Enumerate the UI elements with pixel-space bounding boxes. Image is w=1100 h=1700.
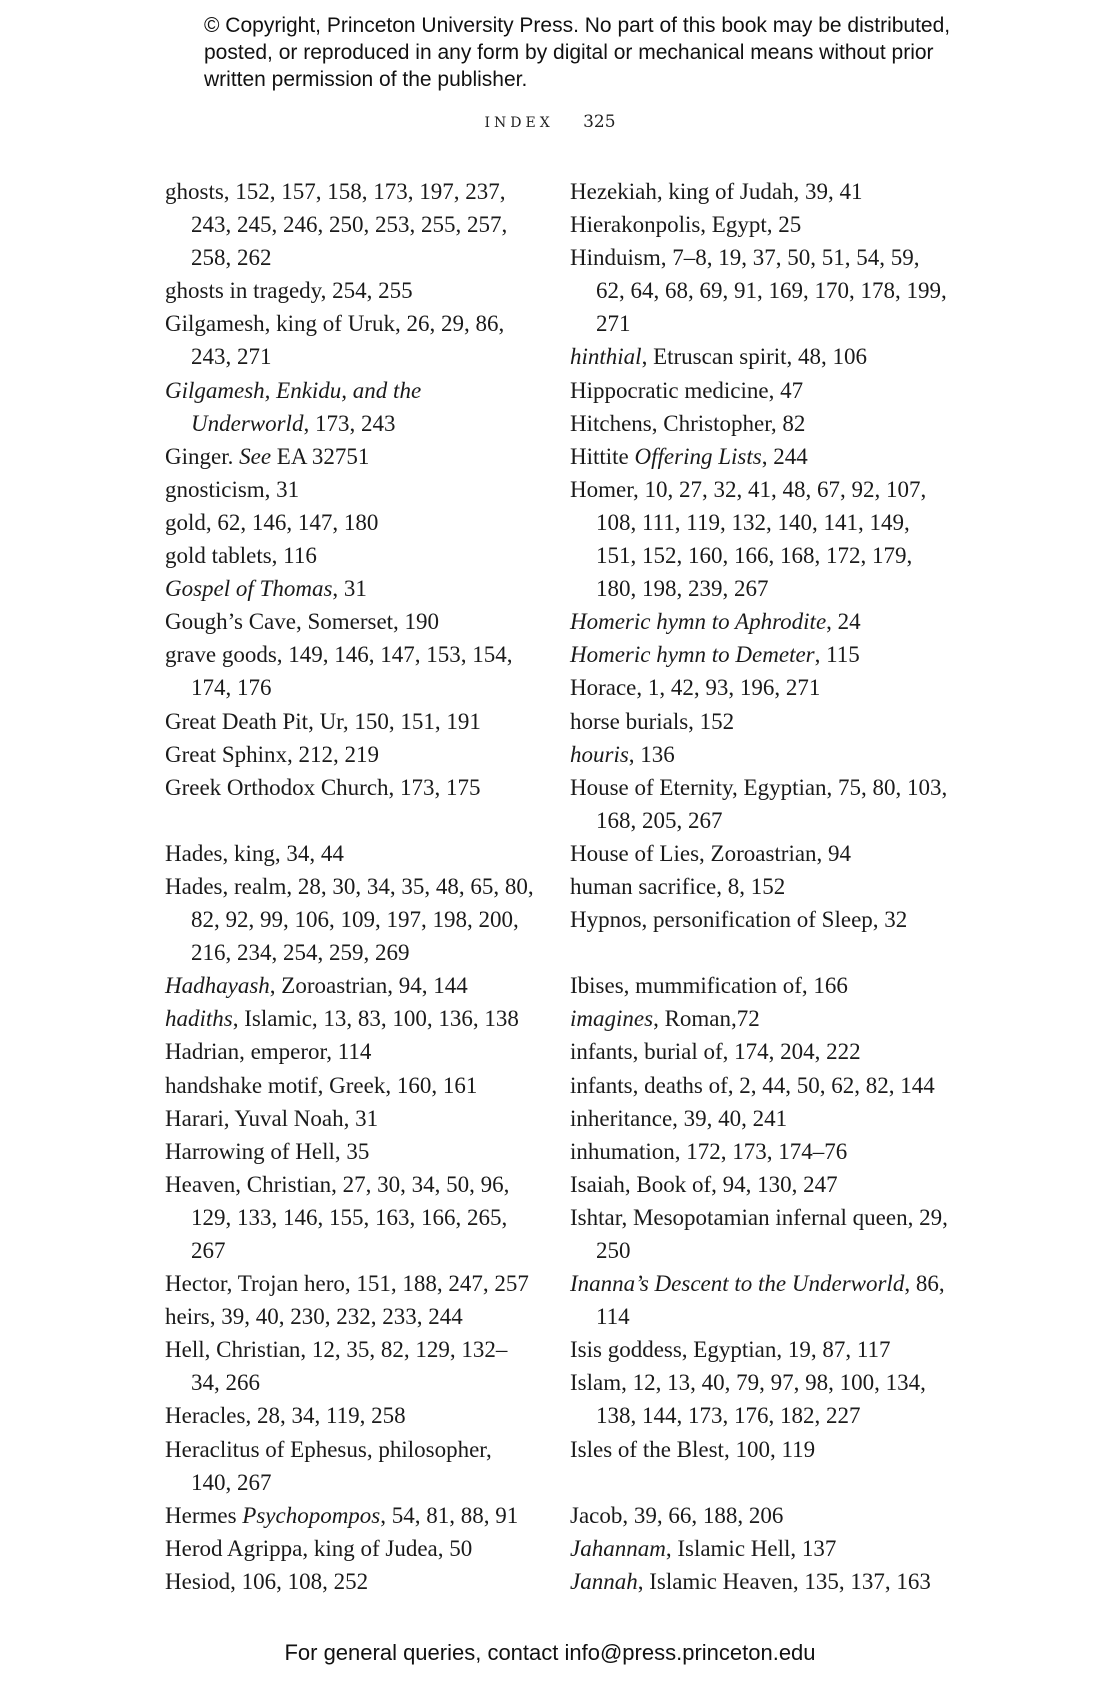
index-entry xyxy=(570,1102,950,1135)
index-entry xyxy=(165,705,535,738)
index-entry xyxy=(165,1499,535,1532)
index-entry xyxy=(570,1035,950,1068)
index-entry-ital: Gilgamesh, Enkidu, and the Underworld xyxy=(165,377,422,436)
index-entry xyxy=(165,1300,535,1333)
index-entry-rest: Heracles, 28, 34, 119, 258 xyxy=(165,1403,406,1429)
index-entry-rest: infants, burial of, 174, 204, 222 xyxy=(570,1039,861,1065)
index-entry xyxy=(165,440,535,473)
page-number: 325 xyxy=(583,112,616,132)
index-entry-rest: gold tablets, 116 xyxy=(165,543,317,569)
index-entry-ital: Jahannam xyxy=(570,1535,666,1561)
index-entry xyxy=(570,705,950,738)
index-entry-rest: Hinduism, 7–8, 19, 37, 50, 51, 54, 59, 62, 64, 68, 69, 91, 169, 170, 178, 199, 271 xyxy=(570,245,947,337)
index-entry-ital: Offering Lists xyxy=(634,443,762,469)
index-entry xyxy=(570,771,950,837)
index-entry-ital: See xyxy=(239,443,272,469)
index-entry-rest: , 24 xyxy=(826,609,861,635)
index-entry-rest: heirs, 39, 40, 230, 232, 233, 244 xyxy=(165,1304,463,1330)
index-entry-rest: Harari, Yuval Noah, 31 xyxy=(165,1105,379,1131)
index-entry-rest: Hierakonpolis, Egypt, 25 xyxy=(570,212,802,238)
index-entry-rest: Hezekiah, king of Judah, 39, 41 xyxy=(570,179,863,204)
index-entry xyxy=(570,407,950,440)
index-entry xyxy=(165,771,535,804)
index-entry-rest: Hadrian, emperor, 114 xyxy=(165,1039,372,1065)
index-entry-rest: infants, deaths of, 2, 44, 50, 62, 82, 144 xyxy=(570,1072,935,1098)
index-entry xyxy=(570,1267,950,1333)
index-entry xyxy=(570,638,950,671)
index-entry xyxy=(165,1168,535,1267)
index-entry-rest: , 173, 243 xyxy=(303,410,396,436)
index-entry xyxy=(165,473,535,506)
index-entry-rest: gold, 62, 146, 147, 180 xyxy=(165,509,379,535)
index-entry-ital: Hadhayash xyxy=(165,973,270,999)
index-entry-ital: Inanna’s Descent to the Underworld xyxy=(570,1271,905,1297)
index-entry xyxy=(570,1168,950,1201)
index-entry xyxy=(165,837,535,870)
index-entry-rest: Hitchens, Christopher, 82 xyxy=(570,410,806,436)
index-entry-rest: Homer, 10, 27, 32, 41, 48, 67, 92, 107, 108, 111, 119, 132, 140, 141, 149, 151, 152, 160, 166, 168, 172, 179, 180, 198, 239, 267 xyxy=(570,476,927,602)
index-entry xyxy=(165,738,535,771)
index-entry-rest: Isles of the Blest, 100, 119 xyxy=(570,1436,816,1462)
index-entry-rest: Ishtar, Mesopotamian infernal queen, 29, 250 xyxy=(570,1204,948,1263)
index-entry xyxy=(570,1565,950,1598)
index-entry-rest: , Roman,72 xyxy=(653,1006,760,1032)
index-entry-ital: hinthial xyxy=(570,344,642,370)
index-entry xyxy=(165,374,535,440)
index-entry xyxy=(165,1135,535,1168)
index-entry xyxy=(165,1532,535,1565)
index-entry xyxy=(570,969,950,1002)
index-column-left xyxy=(165,175,535,1598)
index-entry xyxy=(570,241,950,340)
index-entry-rest: , 115 xyxy=(814,642,860,668)
index-entry xyxy=(165,1002,535,1035)
letter-group-gap xyxy=(165,804,535,837)
index-entry-rest: Heraclitus of Ephesus, philosopher, 140, 267 xyxy=(165,1436,492,1495)
index-entry-rest: Hell, Christian, 12, 35, 82, 129, 132–34, 266 xyxy=(165,1337,508,1396)
index-entry-rest: ghosts, 152, 157, 158, 173, 197, 237, 243, 245, 246, 250, 253, 255, 257, 258, 262 xyxy=(165,179,508,271)
index-entry-ital: houris xyxy=(570,741,629,767)
index-entry-rest: Greek Orthodox Church, 173, 175 xyxy=(165,774,481,800)
index-entry-rest: Great Death Pit, Ur, 150, 151, 191 xyxy=(165,708,481,734)
index-entry-rest: Gilgamesh, king of Uruk, 26, 29, 86, 243, 271 xyxy=(165,311,505,370)
index-entry xyxy=(165,175,535,274)
index-entry xyxy=(570,738,950,771)
index-entry-rest: Hades, king, 34, 44 xyxy=(165,840,344,866)
index-entry xyxy=(570,1333,950,1366)
index-entry xyxy=(165,572,535,605)
index-entry-ital: Homeric hymn to Demeter xyxy=(570,642,815,668)
index-entry xyxy=(570,671,950,704)
index-entry xyxy=(165,1035,535,1068)
index-entry xyxy=(165,274,535,307)
index-entry-rest: inhumation, 172, 173, 174–76 xyxy=(570,1138,848,1164)
index-entry-rest: , 54, 81, 88, 91 xyxy=(380,1502,519,1528)
index-entry-rest: Ibises, mummification of, 166 xyxy=(570,973,848,999)
index-entry xyxy=(165,506,535,539)
index-entry-rest: , Islamic, 13, 83, 100, 136, 138 xyxy=(232,1006,519,1032)
index-entry-ital: Jannah xyxy=(570,1568,638,1594)
index-entry-rest: Hades, realm, 28, 30, 34, 35, 48, 65, 80, 82, 92, 99, 106, 109, 197, 198, 200, 216, 234, 254, 259, 269 xyxy=(165,873,534,966)
letter-group-gap xyxy=(570,936,950,969)
index-entry-rest: Horace, 1, 42, 93, 196, 271 xyxy=(570,675,821,701)
index-entry xyxy=(570,1201,950,1267)
index-entry-rest: Hypnos, personification of Sleep, 32 xyxy=(570,907,908,933)
index-entry xyxy=(570,175,950,208)
index-entry-head: Hittite xyxy=(570,443,635,469)
index-entry-rest: EA 32751 xyxy=(271,443,370,469)
index-entry xyxy=(570,1433,950,1466)
index-entry xyxy=(165,1069,535,1102)
index-entry-rest: , Islamic Hell, 137 xyxy=(665,1535,837,1561)
index-entry xyxy=(165,1333,535,1399)
index-entry-ital: Homeric hymn to Aphrodite xyxy=(570,609,827,635)
index-entry-ital: Psychopompos xyxy=(242,1502,381,1528)
index-entry-rest: Islam, 12, 13, 40, 79, 97, 98, 100, 134, 138, 144, 173, 176, 182, 227 xyxy=(570,1370,926,1429)
index-entry xyxy=(570,208,950,241)
index-entry xyxy=(165,870,535,969)
index-entry-rest: Hippocratic medicine, 47 xyxy=(570,377,804,403)
index-entry-ital: imagines xyxy=(570,1006,654,1032)
index-entry-rest: , 31 xyxy=(332,576,367,602)
index-entry-rest: , 136 xyxy=(628,741,675,767)
letter-group-gap xyxy=(570,1466,950,1499)
index-entry xyxy=(570,1499,950,1532)
index-entry xyxy=(165,1102,535,1135)
index-entry-head: Hermes xyxy=(165,1502,243,1528)
index-entry-rest: Hesiod, 106, 108, 252 xyxy=(165,1568,369,1594)
index-entry-rest: Jacob, 39, 66, 188, 206 xyxy=(570,1502,784,1528)
index-entry xyxy=(570,440,950,473)
running-head xyxy=(0,112,1100,132)
index-entry xyxy=(165,638,535,704)
index-entry-rest: Great Sphinx, 212, 219 xyxy=(165,741,380,767)
index-entry-rest: Herod Agrippa, king of Judea, 50 xyxy=(165,1535,473,1561)
index-entry-rest: Heaven, Christian, 27, 30, 34, 50, 96, 129, 133, 146, 155, 163, 166, 265, 267 xyxy=(165,1171,510,1263)
index-entry xyxy=(570,1002,950,1035)
index-entry xyxy=(165,539,535,572)
index-entry xyxy=(570,473,950,605)
index-entry xyxy=(165,969,535,1002)
running-head-title: INDEX xyxy=(484,115,554,131)
index-entry-rest: Isis goddess, Egyptian, 19, 87, 117 xyxy=(570,1337,891,1363)
index-entry-rest: , Islamic Heaven, 135, 137, 163 xyxy=(637,1568,931,1594)
index-entry-rest: House of Eternity, Egyptian, 75, 80, 103, 168, 205, 267 xyxy=(570,774,948,833)
index-entry xyxy=(570,605,950,638)
index-entry xyxy=(570,1366,950,1432)
index-entry xyxy=(165,1565,535,1598)
copyright-notice: © Copyright, Princeton University Press. No part of this book may be distributed, posted, or reproduced in any form by digital or mechanical means without prior written permission of the publisher. xyxy=(204,14,951,91)
index-entry-rest: handshake motif, Greek, 160, 161 xyxy=(165,1072,478,1098)
index-entry-head: Ginger. xyxy=(165,443,240,469)
index-entry-rest: grave goods, 149, 146, 147, 153, 154, 174, 176 xyxy=(165,642,513,701)
index-entry xyxy=(570,1532,950,1565)
index-entry xyxy=(570,1135,950,1168)
index-entry-ital: Gospel of Thomas xyxy=(165,576,333,602)
index-entry xyxy=(165,605,535,638)
index-entry xyxy=(570,374,950,407)
index-entry-ital: hadiths xyxy=(165,1006,233,1032)
index-entry-rest: , 86, 114 xyxy=(596,1271,945,1330)
index-entry-rest: Isaiah, Book of, 94, 130, 247 xyxy=(570,1171,838,1197)
index-entry-rest: , 244 xyxy=(761,443,808,469)
index-entry xyxy=(165,1399,535,1432)
index-entry-rest: ghosts in tragedy, 254, 255 xyxy=(165,278,413,304)
index-entry xyxy=(570,903,950,936)
index-entry xyxy=(165,307,535,373)
index-entry xyxy=(165,1433,535,1499)
index-entry xyxy=(570,870,950,903)
index-entry-rest: human sacrifice, 8, 152 xyxy=(570,873,786,899)
index-entry xyxy=(165,1267,535,1300)
index-entry-rest: House of Lies, Zoroastrian, 94 xyxy=(570,840,852,866)
index-entry xyxy=(570,1069,950,1102)
index-entry xyxy=(570,340,950,373)
index-column-right xyxy=(570,175,950,1598)
index-entry-rest: Harrowing of Hell, 35 xyxy=(165,1138,370,1164)
footer-contact: For general queries, contact info@press.princeton.edu xyxy=(284,1640,816,1665)
index-entry-rest: Gough’s Cave, Somerset, 190 xyxy=(165,609,440,635)
index-entry xyxy=(570,837,950,870)
index-entry-rest: Hector, Trojan hero, 151, 188, 247, 257 xyxy=(165,1271,529,1297)
index-entry-rest: , Etruscan spirit, 48, 106 xyxy=(641,344,868,370)
index-entry-rest: gnosticism, 31 xyxy=(165,476,300,502)
index-entry-rest: , Zoroastrian, 94, 144 xyxy=(269,973,468,999)
index-entry-rest: horse burials, 152 xyxy=(570,708,735,734)
index-entry-rest: inheritance, 39, 40, 241 xyxy=(570,1105,788,1131)
